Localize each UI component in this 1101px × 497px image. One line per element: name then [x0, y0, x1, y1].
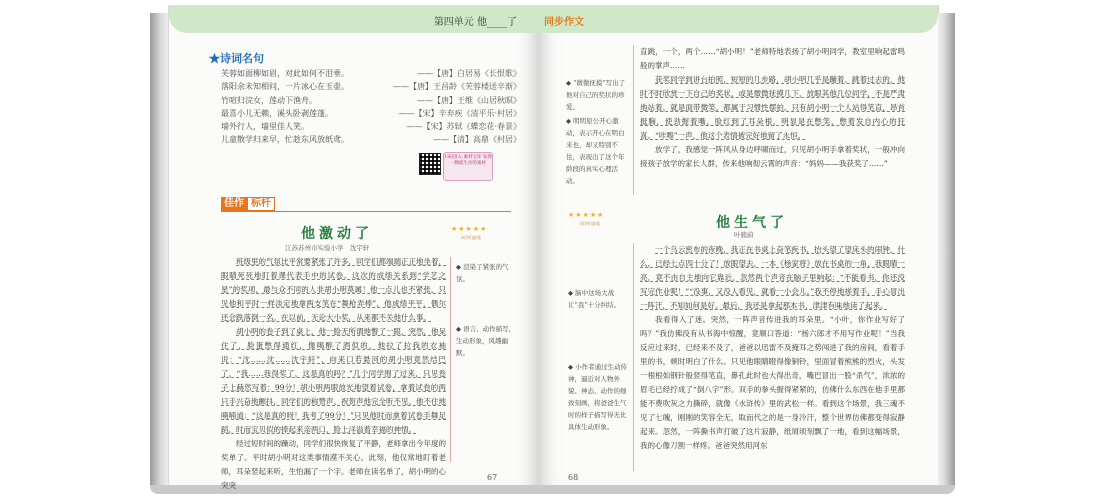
- quote-source: ——【唐】王维《山居秋暝》: [417, 95, 521, 105]
- unit-title: 第四单元 他____了: [433, 17, 517, 28]
- quote-source: ——【唐】白居易《长恨歌》: [417, 69, 521, 78]
- rating-caption: 同学们最爱: [580, 221, 600, 226]
- right-page: [538, 5, 939, 485]
- essay-title: 他激动了: [301, 226, 373, 242]
- page-edge-right: [938, 13, 955, 485]
- margin-note: ◆ 语言、动作描写，生动形象，风趣幽默。: [456, 325, 516, 357]
- section-title: 同步作文: [544, 17, 584, 28]
- open-book: [150, 5, 955, 492]
- poetry-section-heading: ★诗词名句: [209, 52, 264, 65]
- margin-rule: [633, 45, 634, 195]
- quote-text: 墙外行人，墙里佳人笑。: [221, 122, 309, 132]
- quote-text: 竹喧归浣女，莲动下渔舟。: [221, 95, 317, 105]
- rating-caption: 同学们最爱: [461, 235, 481, 240]
- quote-text: 芙蓉如面柳如眉，对此如何不泪垂。: [221, 69, 349, 78]
- qr-caption: 扫码进入 素材宝库 发现一颗最生动的素材: [443, 152, 493, 181]
- badge-part-2: 标杆: [247, 197, 275, 211]
- badge-divider: [221, 211, 511, 212]
- quote-row: [221, 80, 521, 93]
- essay-paragraph: 直跳，一个，两个……“胡小明！”老师特地表扬了胡小明同学，教室里响起雷鸣般的掌声……: [640, 47, 905, 70]
- essay-body-continued: [640, 45, 905, 171]
- model-essay-badge: [221, 197, 275, 211]
- quote-source: ——【宋】辛弃疾《清平乐·村居》: [398, 108, 521, 118]
- margin-note: ◆ 脑中这场大战让“我”十分纠结。: [568, 289, 621, 309]
- margin-note: ◆ 明明原公开心激动，表示开心在明白来也，却又特别不住，表现出了这个年龄段的真实心理活动。: [566, 117, 625, 185]
- essay-title: 他生气了: [716, 215, 788, 231]
- quote-row: [221, 94, 521, 107]
- page-edge-left: [150, 13, 168, 485]
- right-header-band: [538, 5, 938, 33]
- quote-text: 最喜小儿无赖，溪头卧剥莲蓬。: [221, 108, 333, 118]
- essay-paragraph: 班级里的气氛比平常要紧张了许多，同学们都端端正正地坐着，眼睛死死地盯着课代表手中的试卷。这次的成绩关系到“学艺之星”的奖项，最与众不同的人非胡小明莫属！他一点儿也不紧张，只见他和平时一样淡定地拿两支笔在“舞枪弄棒”，他成绩平平，偶尔还会跌落倒一名。在以前，无论大小奖，从来都不关他什么事。: [221, 257, 446, 322]
- qr-code[interactable]: [419, 153, 441, 175]
- quote-text: 儿童散学归来早，忙趁东风放纸鸢。: [221, 135, 349, 145]
- essay-byline: 叶簇蔚: [734, 231, 754, 239]
- page-number: 68: [568, 473, 579, 482]
- quote-source: ——【清】高鼎《村居》: [433, 135, 521, 145]
- essay-paragraph: 我看得入了迷。突然，一阵声音传进我的耳朵里。“小叶，你作业写好了吗？”我仿佛没有从书海中惊醒，竟顺口答道：“杨六郎才不用写作业呢！”当我反应过来时，已经来不及了，爸爸以迅雷不及掩耳之势闯进了我的房间，看着手里的书，顿时明白了什么。只见他眼睛瞪得像铜铃，里面冒着熊熊的烈火，头发一根根如钢针般竖得笔直，鼻孔此时也大得出奇，嘴巴冒出一股“杀气”，浓浓的眉毛已经拧成了“倒八字”形。双手的拳头握得紧紧的，仿佛什么东西在他手里都能不费吹灰之力撕碎，就像《水浒传》里的武松一样。看到这个场景，我三魂不见了七魄，刚刚的笑容全无，取而代之的是一身冷汗，整个世界仿佛都变得寂静起来。忽然，一阵撕书声打破了这片寂静，纸屑顷刻飘了一地，看到这幅场景，我的心像刀割一样疼。爸爸突然用河东: [640, 315, 905, 450]
- quote-source: ——【唐】王昌龄《芙蓉楼送辛渐》: [393, 82, 521, 92]
- essay-paragraph: 放学了，我感觉一阵风从身边呼啸而过，只见胡小明手拿着奖状，一般冲向接孩子放学的家长人群，传来他响彻云霄的声音：“妈妈——我获奖了……”: [640, 145, 905, 168]
- margin-note: ◆ “微微抚摸”写出了他对自己的奖状的珍爱。: [566, 79, 626, 111]
- margin-rule: [450, 257, 451, 462]
- quote-row: [221, 107, 521, 120]
- rating-stars: ★★★★★: [451, 225, 488, 233]
- essay-paragraph: 经过短时间的躁动，同学们很快恢复了平静，老师拿出今年度的奖单了。平时胡小明对这类事情漠不关心，此刻，他仅常地盯着老师，耳朵竖起来听，生怕漏了一个字。老师在读名单了，胡小明的心突突: [221, 439, 446, 490]
- essay-body: [221, 255, 446, 493]
- badge-part-1: 佳作: [221, 197, 247, 211]
- margin-note: ◆ 小作者通过生动传神，逼近对人物外貌、神态、动作的细致刻画，将爸爸生气时的样子描写得无比具体生动形象。: [568, 363, 628, 431]
- quote-source: ——【宋】苏轼《蝶恋花·春景》: [406, 122, 521, 132]
- essay-paragraph: 一个乌云密布的夜晚，我正在书桌上奋笔疾书，抬头望了望床头的闹钟，什么，已经七点四十分了！放眼望去，一本《杨家将》放在书桌的一角，我眼睛一亮，竟不由自主地向它靠近。忽然两个声音在脑子里响起：“不能看书，你还没写完作业呢！”“没事，又没人看见，就看一小会儿。”我不停地搓着手，手心冒出一阵汗，不知如何是好。最后，我还是拿起那本书，津津有味地读了起来。: [640, 245, 905, 310]
- page-number: 67: [487, 473, 498, 482]
- margin-rule: [633, 243, 634, 471]
- rating-stars: ★★★★★: [568, 211, 605, 219]
- left-page: [168, 5, 539, 490]
- essay-paragraph: 胡小明的卷子到了桌上，他一脸无所谓地瞥了一眼，突然，他呆住了，脸蛋憋得通红，像喝醉了酒似的，他拉了拉我的衣袖说：“沈……沈……沈宇轩”，向来口若悬河的胡小明竟然结巴了，“我……我得奖了，这是真的吗？”几个同学围了过来，只见卷子上赫然写着：99分！胡小明两眼放光地望着试卷，拿着试卷的两只手兴奋地颤抖，同学们的称赞声、祝贺声他完全听不见。他不住地喃喃道：“这是真的呀！我考了99分！”只见他时而拿着试卷手舞足蹈，时而宝贝似的捧起来亲两口，脸上洋溢着幸福的神情。: [221, 327, 446, 434]
- quote-row: [221, 67, 521, 80]
- quote-row: [221, 133, 521, 146]
- margin-note: ◆ 渲染了紧张的气氛。: [456, 263, 509, 283]
- quote-row: [221, 120, 521, 133]
- essay-body: [640, 243, 905, 453]
- essay-byline: 江苏苏州市实验小学 沈宇轩: [285, 244, 370, 252]
- quote-text: 落阳余未知相问，一片冰心在玉壶。: [221, 82, 349, 92]
- left-header-band: [169, 5, 539, 33]
- quote-list: [221, 67, 521, 147]
- essay-paragraph: 获奖同学到讲台拍照，短短的几步路，胡小明几乎是蹦着、跳着过去的，他时不时欣赏一下自己的奖状，或是微微抚摸几下，放眼其他几位同学，不是严肃地站着，就是面带微笑，都属于习惯性摆拍。只有胡小明一个人站得笔直，昂首挺胸，使劲握着嘴，脸红到了耳朵根，明显是在憋笑，憋着发自内心的狂喜。“咔嚓”一声，他这个表情被完好地留了永恒。: [640, 75, 905, 140]
